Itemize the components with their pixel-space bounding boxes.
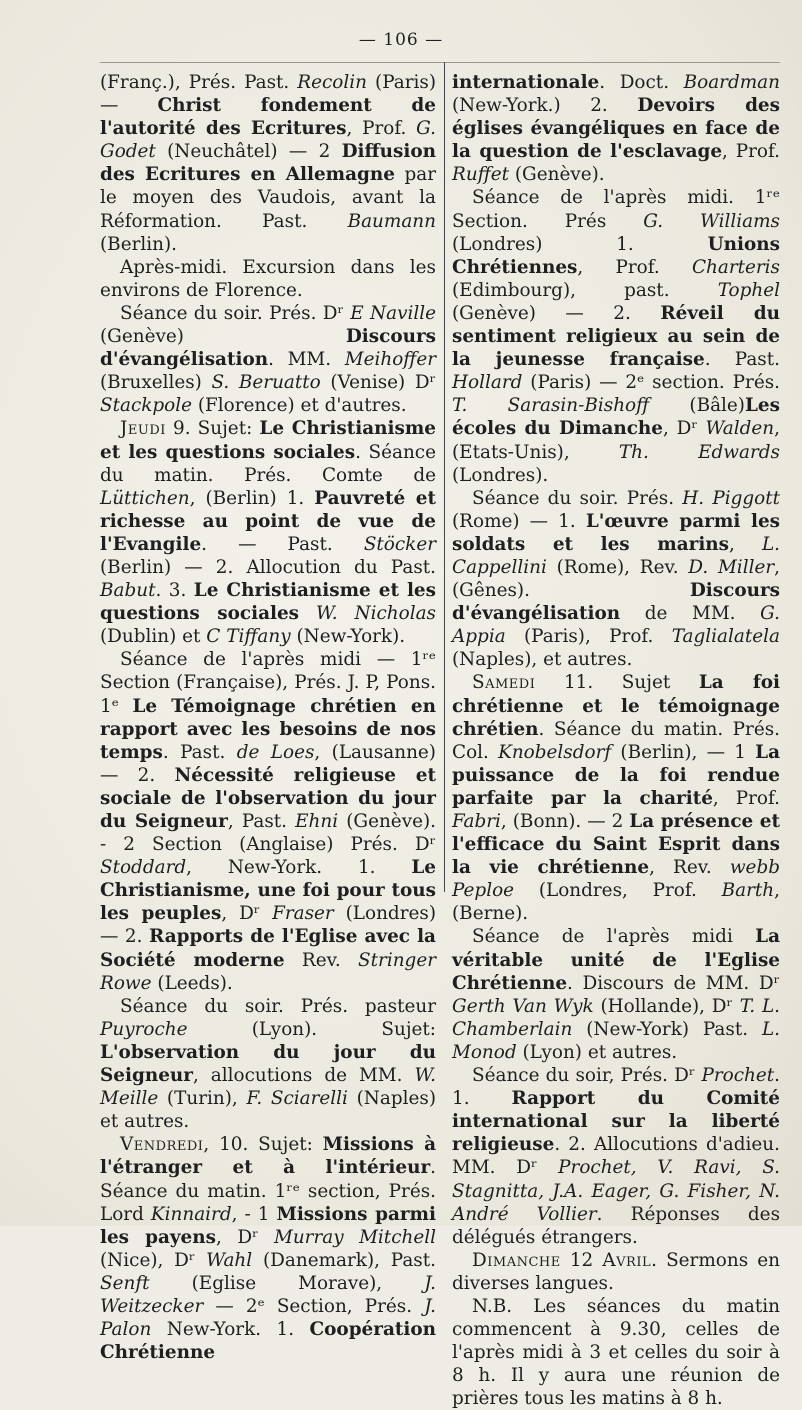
paragraph <box>100 256 436 302</box>
body-text: , (Berlin) 1. <box>189 487 315 509</box>
italic-name-text: Knobelsdorf <box>498 741 612 763</box>
italic-name-text: E Naville <box>350 302 437 324</box>
italic-name-text: Puyroche <box>100 1018 188 1040</box>
italic-name-text: S. Beruatto <box>211 372 321 394</box>
italic-name-text: Walden <box>705 418 775 440</box>
body-text: (Leeds). <box>151 972 233 994</box>
paragraph <box>452 487 780 672</box>
body-text: (Hollande), Dʳ <box>593 995 740 1017</box>
body-text: (Genève). - 2 Section (Anglaise) Prés. Dʳ <box>100 811 436 856</box>
body-text: (Danemark), Past. <box>252 1249 436 1271</box>
paragraph <box>100 648 436 994</box>
body-text: (Londres). <box>452 464 549 486</box>
body-text: Séance de l'après midi <box>472 926 756 948</box>
body-text: , Dʳ <box>216 1226 274 1248</box>
day-label: Samedi <box>472 672 536 694</box>
body-text: . Séance du matin. Prés. Col. <box>452 718 780 763</box>
bold-heading-text: Discours d'évangélisation <box>100 326 436 371</box>
body-text: Séance du soir. Prés. <box>472 487 683 509</box>
body-text: . 3. <box>155 580 194 602</box>
italic-name-text: C Tiffany <box>206 626 291 648</box>
body-text: (Bruxelles) <box>100 372 212 394</box>
italic-name-text: L. Monod <box>452 1018 780 1063</box>
body-text: New-York. 1. <box>151 1319 310 1341</box>
bold-heading-text: La foi chrétienne et le témoignage chrétien <box>452 672 780 740</box>
italic-name-text: Boardman <box>683 72 780 93</box>
body-text: (Paris) — <box>100 72 436 117</box>
italic-name-text: Hollard <box>452 372 523 394</box>
body-text: Rev. <box>284 949 359 971</box>
bold-heading-text: Christ fondement de l'autorité des Ecritures <box>100 95 436 140</box>
body-text: . 1. <box>452 1065 780 1110</box>
bold-heading-text: La puissance de la foi rendue parfaite par la charité <box>452 741 780 809</box>
body-text: (Londres) — 2. <box>100 903 436 948</box>
right-column <box>452 71 780 1410</box>
body-text: (Paris), Prof. <box>505 626 672 648</box>
italic-name-text: Prochet, V. Ravi, S. Stagnitta, J.A. Eager, G. Fisher, N. André Vollier <box>452 1157 780 1225</box>
italic-name-text: Ehni <box>295 811 339 832</box>
header-rule <box>100 62 780 63</box>
italic-name-text: Prochet <box>701 1065 775 1087</box>
italic-name-text: Babut <box>100 580 156 602</box>
body-text: , Prof. <box>577 256 692 278</box>
body-text: Séance de l'après midi. 1ʳᵉ Section. Prés <box>452 187 780 232</box>
body-text: , (Gênes). <box>452 556 780 602</box>
italic-name-text: F. Sciarelli <box>246 1088 348 1110</box>
bold-heading-text: Nécessité religieuse et sociale de l'observation du jour du Seigneur <box>100 764 436 832</box>
body-text: . Réponses des délégués étrangers. <box>452 1203 781 1248</box>
paragraph <box>452 1295 780 1410</box>
body-text: (Naples) et autres. <box>100 1088 437 1133</box>
body-text: (New-York.) 2. <box>452 95 638 117</box>
body-text: , Dʳ <box>663 418 706 440</box>
bold-heading-text: Pauvreté et richesse au point de vue de l'Evangile <box>100 487 436 555</box>
body-text: (Genève) <box>100 326 346 348</box>
italic-name-text: T. L. Chamberlain <box>452 995 781 1040</box>
italic-name-text: Ruffet <box>452 164 509 186</box>
bold-heading-text: Rapport du Comité international sur la liberté religieuse <box>452 1088 780 1156</box>
body-text: , Prof. <box>346 118 417 140</box>
body-text: 12 <box>560 1249 603 1271</box>
italic-name-text: J. Weitzecker <box>100 1272 436 1317</box>
bold-heading-text: Diffusion des Ecritures en Allemagne <box>100 141 436 186</box>
bold-heading-text: Réveil du sentiment religieux au sein de la jeunesse française <box>452 302 780 371</box>
bold-heading-text: Le Christianisme et les questions sociales <box>100 580 436 625</box>
italic-name-text: L. Cappellini <box>452 533 780 578</box>
body-text: , Dʳ <box>221 903 273 925</box>
body-text: 11. Sujet <box>535 672 699 694</box>
body-text: par le moyen des Vaudois, avant la Réformation. Past. <box>100 164 436 232</box>
left-column <box>100 71 436 1364</box>
paragraph <box>100 71 436 256</box>
italic-name-text: W. Meille <box>100 1065 436 1110</box>
italic-name-text: G. Williams <box>643 210 780 232</box>
bold-heading-text: Devoirs des églises évangéliques en face de la question de l'esclavage <box>452 95 780 163</box>
body-text: (Berlin). <box>100 233 177 255</box>
italic-name-text: Stöcker <box>363 533 436 555</box>
body-text: . — Past. <box>201 533 364 555</box>
paragraph <box>100 995 436 1134</box>
body-text: (Edimbourg), past. <box>452 279 718 301</box>
italic-name-text: Meihoffer <box>344 349 436 371</box>
body-text: (Londres) 1. <box>452 233 708 255</box>
italic-name-text: Gerth Van Wyk <box>452 995 594 1017</box>
paragraph <box>452 1249 780 1295</box>
body-text: (Dublin) et <box>100 626 207 648</box>
body-text: (Bâle) <box>649 395 745 417</box>
day-label: Avril <box>602 1249 652 1271</box>
italic-name-text: Stringer Rowe <box>100 949 437 994</box>
body-text: Séance du soir, Prés. Dʳ <box>472 1065 702 1087</box>
body-text: , allocutions de MM. <box>192 1065 415 1087</box>
body-text: , (Lausanne) — 2. <box>100 741 436 786</box>
body-text: (Florence) et d'autres. <box>192 395 407 417</box>
body-text: , New-York. 1. <box>186 857 412 879</box>
paragraph <box>452 71 780 186</box>
bold-heading-text: Coopération Chrétienne <box>100 1319 436 1364</box>
body-text: Séance du soir. Prés. pasteur <box>120 995 436 1017</box>
paragraph <box>100 302 436 417</box>
italic-name-text: Barth <box>721 880 775 902</box>
body-text: Séance de l'après midi — 1ʳᵉ Section (Française), Prés. J. P, Pons. 1ᵉ <box>100 649 436 717</box>
body-text: , Rev. <box>649 857 730 879</box>
body-text: . Sermons en diverses langues. <box>452 1249 780 1294</box>
bold-heading-text: Les écoles du Dimanche <box>452 395 780 440</box>
day-label: Jeudi <box>120 418 166 440</box>
body-text: , (Bonn). — 2 <box>500 811 630 832</box>
italic-name-text: G. Godet <box>100 118 436 163</box>
bold-heading-text: Rapports de l'Eglise avec la Société moderne <box>100 926 436 971</box>
bold-heading-text: La véritable unité de l'Eglise Chrétienne <box>452 926 780 994</box>
italic-name-text: Fraser <box>272 903 334 925</box>
body-text: (New-York) Past. <box>572 1018 762 1040</box>
italic-name-text: Senft <box>100 1272 150 1294</box>
italic-name-text: D. Miller <box>688 556 775 578</box>
column-divider <box>444 62 445 892</box>
paragraph <box>452 1064 780 1249</box>
body-text: , (Berne). <box>452 880 780 925</box>
italic-name-text: Wahl <box>206 1249 253 1271</box>
paragraph <box>100 417 436 648</box>
italic-name-text: Fabri <box>452 811 501 832</box>
body-text: (Rome), Rev. <box>546 556 689 578</box>
body-text: (Rome) — 1. <box>452 510 586 532</box>
body-text: . 2. Allocutions d'adieu. MM. Dʳ <box>452 1134 780 1179</box>
body-text: . Séance du matin. Prés. Comte de <box>100 441 436 486</box>
italic-name-text: H. Piggott <box>682 487 780 509</box>
body-text: , (Etats-Unis), <box>452 418 780 463</box>
body-text <box>299 603 316 624</box>
body-text: (Genève) — 2. <box>452 302 661 324</box>
body-text: (Eglise Morave), <box>149 1272 425 1294</box>
italic-name-text: Recolin <box>297 72 367 93</box>
paragraph <box>452 925 780 1064</box>
body-text: (Berlin) — 2. Allocution du Past. <box>100 556 436 578</box>
body-text: . MM. <box>268 349 345 371</box>
body-text: , - 1 <box>231 1203 277 1225</box>
body-text: , 10. Sujet: <box>203 1134 323 1156</box>
body-text: . Past. <box>162 741 237 763</box>
bold-heading-text: Le Christianisme et les questions sociales <box>100 418 436 463</box>
body-text: de MM. <box>620 603 761 625</box>
body-text: N.B. Les séances du matin commencent à 9.30, celles de l'après midi à 3 et celles du soir à 8 h. Il y aura une réunion de prières tous les matins à 8 h. <box>452 1295 780 1410</box>
body-text: , Prof. <box>712 787 780 809</box>
body-text: 9. Sujet: <box>165 418 260 440</box>
bold-heading-text: La présence et l'efficace du Saint Esprit dans la vie chrétienne <box>452 811 781 879</box>
italic-name-text: Lüttichen <box>100 487 190 509</box>
paragraph <box>452 671 780 925</box>
body-text: — 2ᵉ Section, Prés. <box>203 1295 425 1317</box>
body-text: , <box>729 533 762 555</box>
bold-heading-text: Missions à l'étranger et à l'intérieur <box>100 1134 436 1179</box>
body-text: (Neuchâtel) — 2 <box>155 141 342 163</box>
paragraph <box>100 1133 436 1364</box>
body-text: (Turin), <box>158 1088 247 1110</box>
italic-name-text: Taglialatela <box>671 626 780 648</box>
italic-name-text: Stackpole <box>100 395 193 417</box>
italic-name-text: W. Nicholas <box>316 603 436 625</box>
body-text: (New-York). <box>290 626 406 648</box>
paragraph <box>452 186 780 486</box>
body-text: Après-midi. Excursion dans les environs de Florence. <box>100 256 436 301</box>
body-text: (Nice), Dʳ <box>100 1249 207 1271</box>
italic-name-text: de Loes <box>236 741 315 763</box>
body-text: (Venise) Dʳ <box>320 372 436 394</box>
body-text: (Londres, Prof. <box>514 880 722 902</box>
italic-name-text: Baumann <box>347 210 436 232</box>
italic-name-text: webb Peploe <box>452 857 780 902</box>
body-text: . Past. <box>704 349 780 371</box>
page-number: — 106 — <box>358 30 444 50</box>
italic-name-text: Charteris <box>691 256 780 278</box>
body-text: . Séance du matin. 1ʳᵉ section, Prés. Lord <box>100 1157 436 1225</box>
body-text: , Prof. <box>722 141 780 163</box>
bold-heading-text: internationale <box>452 72 600 93</box>
body-text: (Genève). <box>509 164 605 186</box>
bold-heading-text: Le Christianisme, une foi pour tous les peuples <box>100 857 436 925</box>
italic-name-text: Stoddard <box>100 857 187 879</box>
bold-heading-text: Discours d'évangélisation <box>452 580 780 625</box>
body-text: (Paris) — 2ᵉ section. Prés. <box>522 372 780 394</box>
bold-heading-text: L'observation du jour du Seigneur <box>100 1041 436 1087</box>
body-text: . Discours de MM. Dʳ <box>567 972 780 994</box>
bold-heading-text: Le Témoignage chrétien en rapport avec les besoins de nos temps <box>100 695 436 763</box>
bold-heading-text: Missions parmi les payens <box>100 1203 436 1248</box>
italic-name-text: J. Palon <box>100 1295 436 1341</box>
italic-name-text: Th. Edwards <box>618 441 780 463</box>
italic-name-text: Tophel <box>717 279 780 301</box>
body-text: (Franç.), Prés. Past. <box>100 72 298 93</box>
body-text: (Lyon) et autres. <box>516 1041 678 1063</box>
body-text: (Naples), et autres. <box>452 649 633 671</box>
italic-name-text: T. Sarasin-Bishoff <box>452 395 650 417</box>
body-text: Séance du soir. Prés. Dʳ <box>120 302 351 324</box>
bold-heading-text: Unions Chrétiennes <box>452 233 780 278</box>
body-text: (Berlin), — 1 <box>611 741 756 763</box>
italic-name-text: Murray Mitchell <box>273 1226 436 1248</box>
day-label: Vendredi <box>120 1134 204 1156</box>
bold-heading-text: L'œuvre parmi les soldats et les marins <box>452 510 780 555</box>
italic-name-text: Kinnaird <box>150 1203 232 1225</box>
day-label: Dimanche <box>472 1249 561 1271</box>
body-text: , Past. <box>227 811 296 832</box>
italic-name-text: G. Appia <box>452 603 780 648</box>
body-text: (Lyon). Sujet: <box>187 1018 436 1040</box>
body-text: . Doct. <box>599 72 684 93</box>
